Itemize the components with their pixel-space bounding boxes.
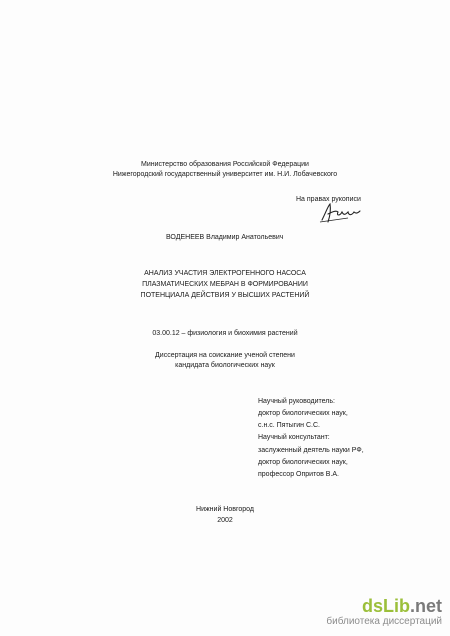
dslib-logo — [326, 596, 442, 616]
city: Нижний Новгород — [196, 506, 254, 513]
university-line: Нижегородский государственный университет им. Н.И. Лобачевского — [112, 171, 338, 178]
logo-part-1: dsLib — [361, 596, 410, 616]
consultant-heading: Научный консультант: — [258, 434, 330, 441]
consultant-title: заслуженный деятель науки РФ, — [258, 447, 364, 454]
title-line-2: ПЛАЗМАТИЧЕСКИХ МЕБРАН В ФОРМИРОВАНИИ — [142, 281, 308, 288]
advisor-name: с.н.с. Пятыгин С.С. — [258, 422, 320, 429]
rights-notice: На правах рукописи — [296, 196, 361, 203]
title-line-3: ПОТЕНЦИАЛА ДЕЙСТВИЯ У ВЫСШИХ РАСТЕНИЙ — [140, 292, 310, 299]
specialty-code: 03.00.12 – физиология и биохимия растений — [152, 330, 298, 337]
author-name: ВОДЕНЕЕВ Владимир Анатольевич — [166, 234, 284, 241]
consultant-name: профессор Опритов В.А. — [258, 471, 339, 478]
ministry-line: Министерство образования Российской Федерации — [141, 161, 309, 168]
advisor-degree: доктор биологических наук, — [258, 410, 348, 417]
signature-mark — [318, 198, 362, 226]
title-line-1: АНАЛИЗ УЧАСТИЯ ЭЛЕКТРОГЕННОГО НАСОСА — [144, 270, 306, 277]
degree-line-2: кандидата биологических наук — [175, 362, 275, 369]
logo-part-2: .net — [409, 596, 442, 616]
advisor-heading: Научный руководитель: — [258, 398, 335, 405]
year: 2002 — [217, 517, 233, 524]
consultant-degree: доктор биологических наук, — [258, 459, 348, 466]
dslib-watermark[interactable] — [326, 596, 442, 628]
dslib-subtitle: библиотека диссертаций — [326, 616, 442, 627]
degree-line-1: Диссертация на соискание ученой степени — [155, 352, 295, 359]
